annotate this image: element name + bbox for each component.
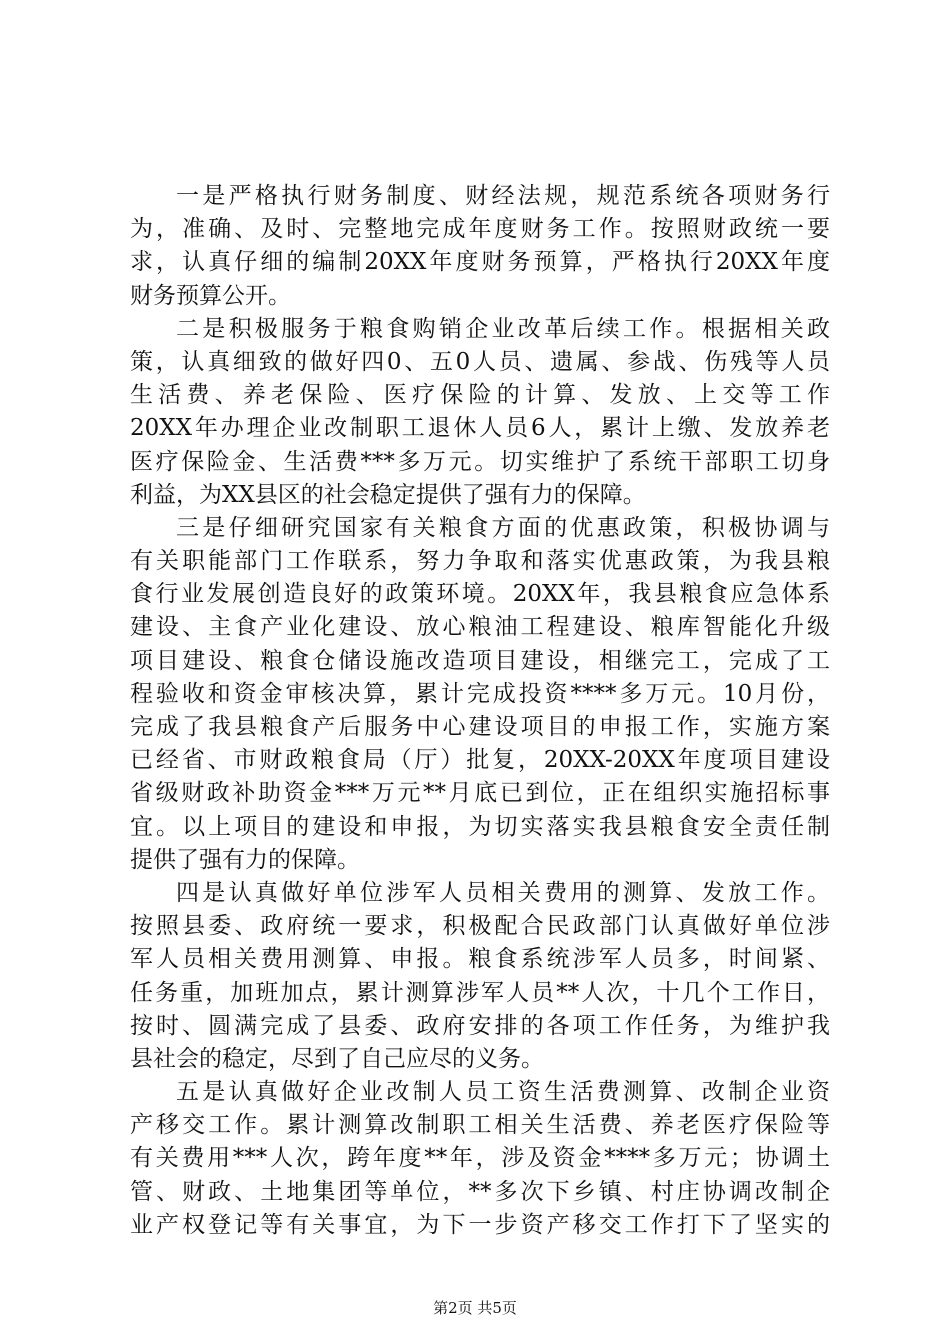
paragraph-line: 宜。以上项目的建设和申报，为切实落实我县粮食安全责任制 (130, 813, 830, 840)
paragraph-line: 任务重，加班加点，累计测算涉军人员**人次，十几个工作日， (130, 979, 830, 1006)
paragraph-line: 已经省、市财政粮食局（厅）批复，20XX-20XX年度项目建设 (130, 747, 830, 774)
paragraph (130, 512, 830, 877)
paragraph-line: 按照县委、政府统一要求，积极配合民政部门认真做好单位涉 (130, 913, 830, 940)
paragraph-line: 完成了我县粮食产后服务中心建设项目的申报工作，实施方案 (130, 714, 830, 740)
paragraph-line: 求，认真仔细的编制20XX年度财务预算，严格执行20XX年度 (130, 249, 830, 276)
paragraph-line: 军人员相关费用测算、申报。粮食系统涉军人员多，时间紧、 (130, 946, 830, 973)
paragraph (130, 877, 830, 1076)
paragraph-line: 有关费用***人次，跨年度**年，涉及资金****多万元；协调土 (130, 1145, 830, 1172)
document-body (130, 180, 830, 1242)
paragraph-line: 产移交工作。累计测算改制职工相关生活费、养老医疗保险等 (130, 1112, 830, 1139)
paragraph-line: 策，认真细致的做好四0、五0人员、遗属、参战、伤残等人员 (130, 348, 830, 375)
paragraph-line: 项目建设、粮食仓储设施改造项目建设，相继完工，完成了工 (130, 647, 830, 674)
paragraph-line: 为，准确、及时、完整地完成年度财务工作。按照财政统一要 (130, 216, 830, 243)
paragraph-line: 食行业发展创造良好的政策环境。20XX年，我县粮食应急体系 (130, 581, 830, 608)
paragraph-line: 省级财政补助资金***万元**月底已到位，正在组织实施招标事 (130, 780, 830, 807)
paragraph-line: 按时、圆满完成了县委、政府安排的各项工作任务，为维护我 (130, 1012, 830, 1039)
paragraph-line: 医疗保险金、生活费***多万元。切实维护了系统干部职工切身 (130, 448, 830, 475)
paragraph-line: 管、财政、土地集团等单位，**多次下乡镇、村庄协调改制企 (130, 1178, 830, 1205)
paragraph-line: 三是仔细研究国家有关粮食方面的优惠政策，积极协调与 (176, 514, 830, 541)
paragraph (130, 180, 830, 313)
paragraph-line: 建设、主食产业化建设、放心粮油工程建设、粮库智能化升级 (130, 614, 830, 641)
page-footer: 第2页 共5页 (433, 1299, 517, 1317)
paragraph-line: 县社会的稳定，尽到了自己应尽的义务。 (130, 1045, 544, 1072)
paragraph-line: 生活费、养老保险、医疗保险的计算、发放、上交等工作 (130, 382, 830, 409)
paragraph-line: 财务预算公开。 (130, 282, 291, 309)
paragraph-line: 业产权登记等有关事宜，为下一步资产移交工作打下了坚实的 (130, 1211, 830, 1238)
paragraph-line: 有关职能部门工作联系，努力争取和落实优惠政策，为我县粮 (130, 548, 830, 575)
paragraph (130, 1076, 830, 1242)
paragraph-line: 二是积极服务于粮食购销企业改革后续工作。根据相关政 (176, 315, 830, 342)
paragraph-line: 提供了强有力的保障。 (130, 846, 360, 873)
paragraph (130, 313, 830, 512)
paragraph-line: 20XX年办理企业改制职工退休人员6人，累计上缴、发放养老 (130, 415, 830, 442)
paragraph-line: 四是认真做好单位涉军人员相关费用的测算、发放工作。 (176, 879, 830, 906)
paragraph-line: 五是认真做好企业改制人员工资生活费测算、改制企业资 (176, 1079, 830, 1106)
paragraph-line: 利益，为XX县区的社会稳定提供了强有力的保障。 (130, 481, 646, 508)
paragraph-line: 一是严格执行财务制度、财经法规，规范系统各项财务行 (176, 183, 830, 209)
paragraph-line: 程验收和资金审核决算，累计完成投资****多万元。10月份， (130, 680, 830, 707)
